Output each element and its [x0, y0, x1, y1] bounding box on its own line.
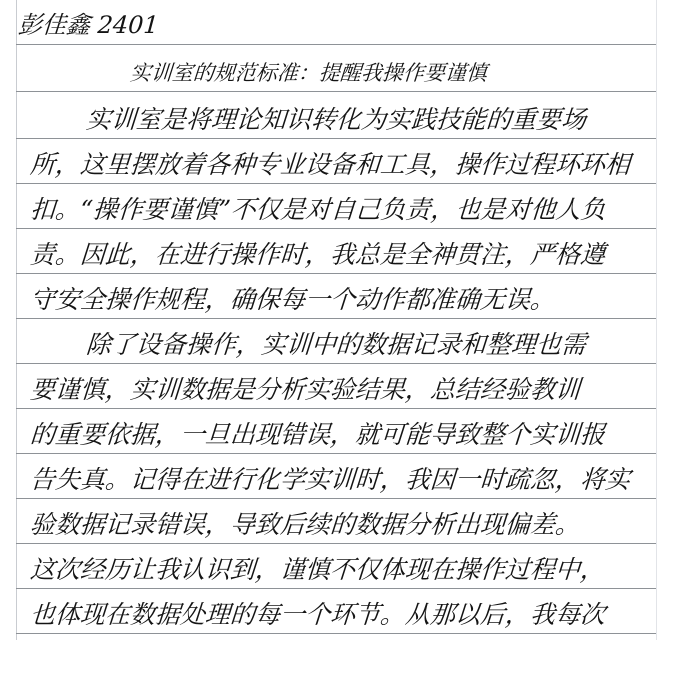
essay-title: 实训室的规范标准：提醒我操作要谨慎	[129, 61, 488, 85]
text-line: 要谨慎，实训数据是分析实验结果，总结经验教训	[29, 375, 582, 404]
ruled-line	[16, 318, 656, 319]
ruled-line	[16, 228, 656, 229]
text-line: 的重要依据，一旦出现错误，就可能导致整个实训报	[29, 420, 607, 449]
text-line: 验数据记录错误，导致后续的数据分析出现偏差。	[29, 510, 582, 539]
text-line: 所，这里摆放着各种专业设备和工具，操作过程环环相	[29, 150, 632, 179]
ruled-line	[16, 498, 656, 499]
ruled-line	[16, 44, 656, 45]
ruled-line	[16, 408, 656, 409]
text-line: 除了设备操作，实训中的数据记录和整理也需	[85, 330, 588, 359]
text-line: 守安全操作规程，确保每一个动作都准确无误。	[29, 285, 557, 314]
right-margin-line	[656, 0, 657, 640]
ruled-line	[16, 453, 656, 454]
ruled-line	[16, 91, 656, 92]
ruled-line	[16, 138, 656, 139]
text-line: 扣。“操作要谨慎”不仅是对自己负责，也是对他人负	[29, 195, 607, 224]
text-line: 告失真。记得在进行化学实训时，我因一时疏忽，将实	[29, 465, 632, 494]
text-line: 实训室是将理论知识转化为实践技能的重要场	[85, 105, 588, 134]
ruled-line	[16, 588, 656, 589]
text-line: 这次经历让我认识到，谨慎不仅体现在操作过程中，	[29, 555, 607, 584]
ruled-line	[16, 183, 656, 184]
ruled-line	[16, 633, 656, 634]
text-line: 也体现在数据处理的每一个环节。从那以后，我每次	[29, 600, 607, 629]
ruled-line	[16, 273, 656, 274]
ruled-line	[16, 543, 656, 544]
left-margin-line	[16, 0, 17, 640]
ruled-line	[16, 363, 656, 364]
text-line: 责。因此，在进行操作时，我总是全神贯注，严格遵	[29, 240, 607, 269]
author-line: 彭佳鑫 2401	[17, 11, 160, 39]
